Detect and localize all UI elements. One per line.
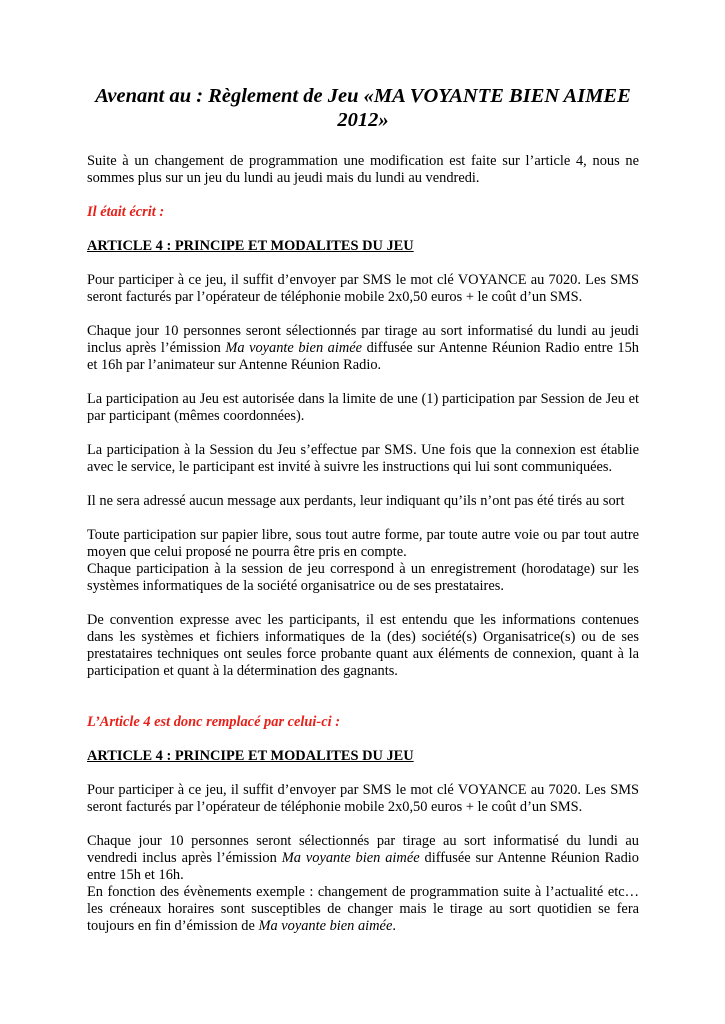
new-article-paragraph-2 xyxy=(87,833,639,884)
title-game-name: «MA VOYANTE BIEN AIMEE xyxy=(363,85,631,107)
new-text-label: L’Article 4 est donc remplacé par celui-ci : xyxy=(87,714,340,730)
old-article-paragraph-1: Pour participer à ce jeu, il suffit d’envoyer par SMS le mot clé VOYANCE au 7020. Les SMS seront facturés par l’opérateur de téléphonie mobile 2x0,50 euros + le coût d’un SMS. xyxy=(87,272,639,305)
new-p3-text-after: . xyxy=(392,918,396,934)
old-article-paragraph-5: Il ne sera adressé aucun message aux perdants, leur indiquant qu’ils n’ont pas été tirés au sort xyxy=(87,493,625,509)
old-article-paragraph-2 xyxy=(87,323,639,374)
old-text-label: Il était écrit : xyxy=(87,204,165,220)
old-article-paragraph-4: La participation à la Session du Jeu s’effectue par SMS. Une fois que la connexion est établie avec le service, le participant est invité à suivre les instructions qui lui sont communiquées. xyxy=(87,442,639,475)
document-title xyxy=(87,84,639,132)
old-article-paragraph-7: Chaque participation à la session de jeu correspond à un enregistrement (horodatage) sur les systèmes informatiques de la société organisatrice ou de ses prestataires. xyxy=(87,561,639,594)
new-article-paragraph-1: Pour participer à ce jeu, il suffit d’envoyer par SMS le mot clé VOYANCE au 7020. Les SMS seront facturés par l’opérateur de téléphonie mobile 2x0,50 euros + le coût d’un SMS. xyxy=(87,782,639,815)
new-p2-text-after: diffusée sur Antenne Réunion Radio entre 15h et 16h. xyxy=(87,850,639,883)
old-article-paragraph-6: Toute participation sur papier libre, sous tout autre forme, par toute autre voie ou par tout autre moyen que celui proposé ne pourra être pris en compte. xyxy=(87,527,639,560)
title-year: 2012» xyxy=(337,109,389,131)
document-page xyxy=(87,84,639,935)
old-p2-show-name: Ma voyante bien aimée xyxy=(225,340,363,356)
old-p2-text-before: Chaque jour 10 personnes seront sélectionnés par tirage au sort informatisé du lundi au jeudi inclus après l’émission xyxy=(87,323,639,356)
new-p2-show-name: Ma voyante bien aimée xyxy=(281,850,420,866)
new-p3-show-name: Ma voyante bien aimée xyxy=(258,918,393,934)
old-article-paragraph-8: De convention expresse avec les participants, il est entendu que les informations contenues dans les systèmes et fichiers informatiques de la (des) société(s) Organisatrice(s) ou de ses prestataires techniques ont seules force probante quant aux éléments de connexion, quant à la participation et quant à la détermination des gagnants. xyxy=(87,612,639,679)
new-p2-text-before: Chaque jour 10 personnes seront sélectionnés par tirage au sort informatisé du lundi au vendredi inclus après l’émission xyxy=(87,833,639,866)
old-article-paragraph-3: La participation au Jeu est autorisée dans la limite de une (1) participation par Session de Jeu et par participant (mêmes coordonnées). xyxy=(87,391,639,424)
new-p3-text-before: En fonction des évènements exemple : changement de programmation suite à l’actualité etc…les créneaux horaires sont susceptibles de changer mais le tirage au sort quotidien se fera toujours en fin d’émission de xyxy=(87,884,639,934)
title-prefix: Avenant au : Règlement de Jeu xyxy=(95,85,364,107)
intro-paragraph: Suite à un changement de programmation une modification est faite sur l’article 4, nous ne sommes plus sur un jeu du lundi au jeudi mais du lundi au vendredi. xyxy=(87,153,639,186)
new-article-paragraph-3 xyxy=(87,884,639,935)
new-article-heading: ARTICLE 4 : PRINCIPE ET MODALITES DU JEU xyxy=(87,748,414,764)
old-p2-text-after: diffusée sur Antenne Réunion Radio entre 15h et 16h par l’animateur sur Antenne Réunion Radio. xyxy=(87,340,639,373)
old-article-heading: ARTICLE 4 : PRINCIPE ET MODALITES DU JEU xyxy=(87,238,414,254)
